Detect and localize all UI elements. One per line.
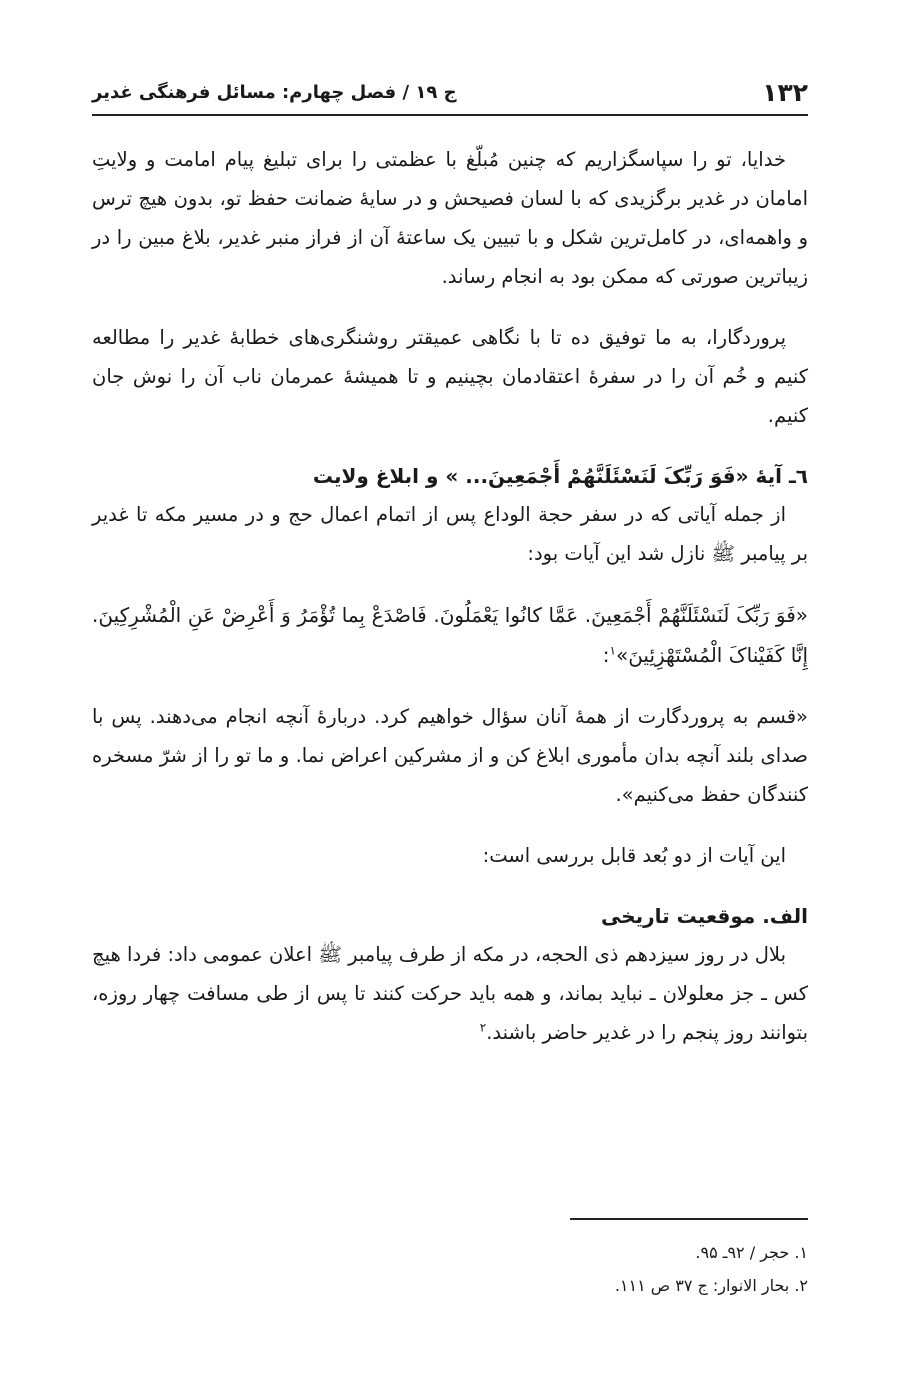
paragraph-bilal [92, 935, 808, 1052]
verse-text: «فَوَ رَبِّکَ لَنَسْئَلَنَّهُمْ أَجْمَعِینَ. عَمَّا کانُوا یَعْمَلُونَ. فَاصْدَعْ بِما تُؤْمَرُ وَ أَعْرِضْ عَنِ الْمُشْرِکِینَ. إِنَّا کَفَیْناکَ الْمُسْتَهْزِئِینَ» [92, 603, 808, 667]
footnote-2: ۲. بحار الانوار: ج ۳۷ ص ۱۱۱. [614, 1276, 808, 1295]
footnote-divider [570, 1218, 808, 1220]
paragraph-two-aspects: این آیات از دو بُعد قابل بررسی است: [482, 844, 786, 867]
footnote-1: ۱. حجر / ۹۲ـ ۹۵. [695, 1243, 808, 1262]
footnote-marker-2: ۲ [479, 1020, 487, 1035]
section-heading-verse: ٦ـ آیهٔ «فَوَ رَبِّکَ لَنَسْئَلَنَّهُمْ أَجْمَعِینَ... » و ابلاغ ولایت [312, 464, 808, 488]
paragraph-prayer: پروردگارا، به ما توفیق ده تا با نگاهی عمیقتر روشنگری‌های خطابهٔ غدیر را مطالعه کنیم و خُم آن را در سفرهٔ اعتقادمان بچینیم و تا همیشهٔ عمرمان ناب آن را نوش جان کنیم. [92, 326, 808, 427]
page-number: ۱۳۲ [762, 77, 808, 107]
paragraph-bilal-text: بلال در روز سیزدهم ذی الحجه، در مکه از طرف پیامبر ﷺ اعلان عمومی داد: فردا هیچ کس ـ جز معلولان ـ نباید بماند، و همه باید حرکت کنند تا پس از طی مسافت چهار روزه، بتوانند روز پنجم را در غدیر حاضر باشند. [92, 943, 808, 1044]
verse-end-colon: : [602, 643, 610, 667]
footnote-marker-1: ۱ [609, 643, 616, 658]
footnotes [92, 1236, 808, 1302]
paragraph-praise: خدایا، تو را سپاسگزاریم که چنین مُبلّغ با عظمتی را برای تبلیغ پیام امامت و ولایتِ امامان در غدیر برگزیدی که با لسان فصیحش و در سایهٔ ضمانت حفظ تو، بدون هیچ ترس و واهمه‌ای، در کامل‌ترین شکل و با تبیین یک ساعتهٔ آن از فراز منبر غدیر، بلاغ مبین را در زیباترین صورتی که ممکن بود به انجام رساند. [92, 148, 808, 288]
paragraph-verse-intro: از جمله آیاتی که در سفر حجة الوداع پس از اتمام اعمال حج و در مسیر مکه تا غدیر بر پیامبر ﷺ نازل شد این آیات بود: [92, 503, 808, 565]
verse-translation: «قسم به پروردگارت از همهٔ آنان سؤال خواهیم کرد. دربارهٔ آنچه انجام می‌دهند. پس با صدای بلند آنچه بدان مأموری ابلاغ کن و از مشرکین اعراض نما. و ما تو را از شرّ مسخره کنندگان حفظ می‌کنیم». [92, 705, 808, 806]
quranic-verse [92, 595, 808, 675]
running-title: ج ۱۹ / فصل چهارم: مسائل فرهنگی غدیر [92, 81, 457, 103]
page-header [92, 70, 808, 116]
subheading-historical: الف. موقعیت تاریخی [600, 904, 808, 928]
main-text [92, 140, 808, 1052]
